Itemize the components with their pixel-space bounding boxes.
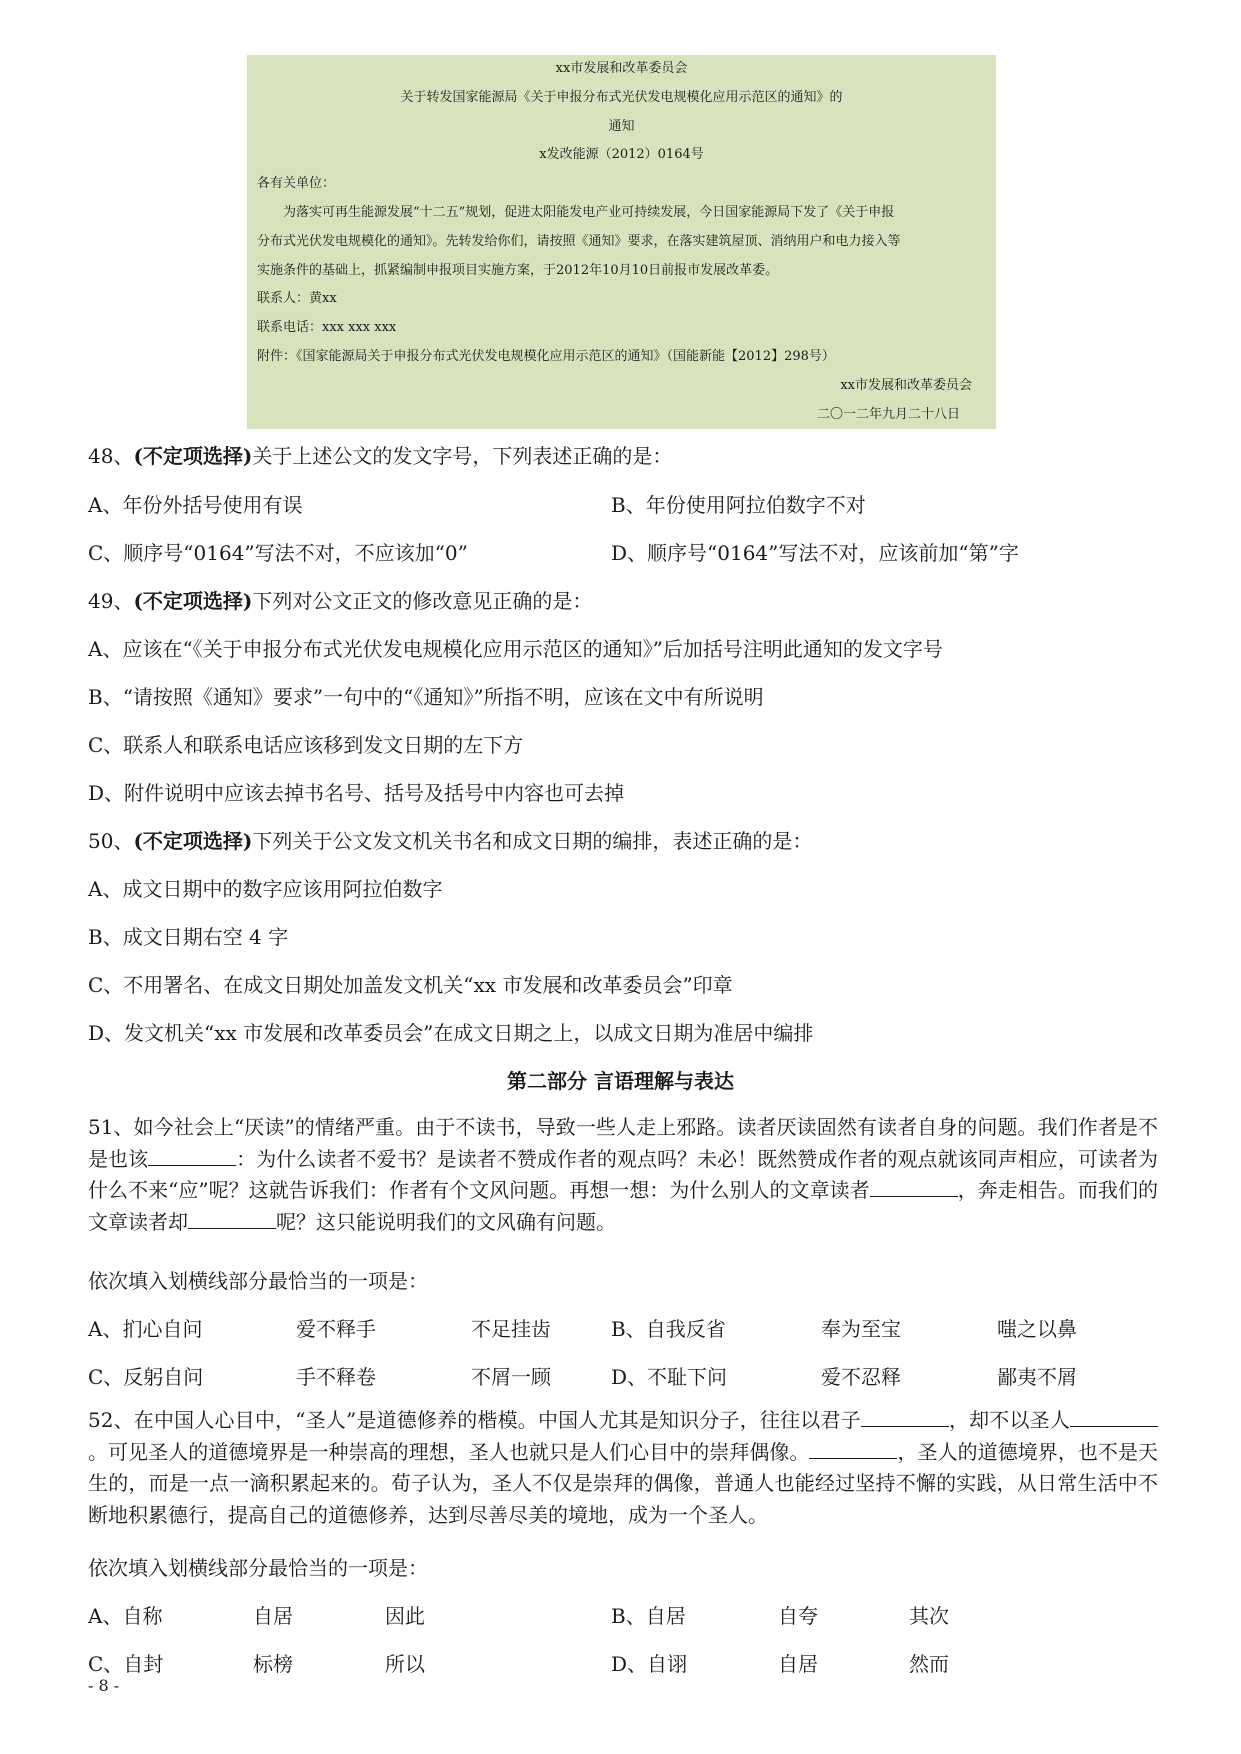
q52-option: 自夸: [778, 1604, 818, 1628]
q49-stem: [88, 586, 1158, 616]
notice-title-line1: 关于转发国家能源局《关于申报分布式光伏发电规模化应用示范区的通知》的: [400, 89, 843, 105]
q52-option: 所以: [385, 1652, 425, 1676]
q50-option-c: C、不用署名、在成文日期处加盖发文机关“xx 市发展和改革委员会”印章: [88, 973, 733, 997]
q52-option: 其次: [909, 1604, 949, 1628]
q48-tag: (不定项选择): [133, 444, 253, 468]
notice-box: [247, 55, 996, 429]
q50-option-d: D、发文机关“xx 市发展和改革委员会”在成文日期之上，以成文日期为准居中编排: [88, 1021, 814, 1045]
q51-option: B、自我反省: [611, 1317, 726, 1341]
q51-blank-3: [188, 1208, 276, 1229]
q49-option-a: A、应该在“《关于申报分布式光伏发电规模化应用示范区的通知》”后加括号注明此通知的发文字号: [88, 637, 943, 661]
q51-passage: [88, 1112, 1158, 1238]
q51-option: 手不释卷: [296, 1365, 376, 1389]
notice-title-line2: 通知: [608, 118, 635, 134]
q51-blank-2: [870, 1176, 958, 1197]
notice-body-line2: 分布式光伏发电规模化的通知》。先转发给你们，请按照《通知》要求，在落实建筑屋顶、消纳用户和电力接入等: [257, 233, 901, 249]
q49-number: 49、: [88, 589, 134, 613]
q52-option: 因此: [385, 1604, 425, 1628]
q52-blank-1: [861, 1406, 949, 1427]
q50-question: 下列关于公文发文机关书名和成文日期的编排，表述正确的是：: [252, 829, 813, 853]
notice-contact-phone: 联系电话：xxx xxx xxx: [257, 320, 397, 336]
q50-number: 50、: [88, 829, 134, 853]
q51-option: 奉为至宝: [821, 1317, 901, 1341]
q52-option: A、自称: [88, 1604, 163, 1628]
notice-signature: xx市发展和改革委员会: [840, 377, 972, 393]
q51-text-1: 51、如今社会上“厌读”的情绪严重。由于不读书，导致一些人走上邪路。读者厌读固然有读者自身的问题。我们作者是不是也该: [88, 1115, 1158, 1171]
q52-text-3: 。可见圣人的道德境界是一种崇高的理想，圣人也就只是人们心目中的崇拜偶像。: [88, 1439, 810, 1464]
q51-option: 爱不释手: [296, 1317, 376, 1341]
q52-text-4: ，圣人的道德境界，也不是天生的，而是一点一滴积累起来的。荀子认为，圣人不仅是崇拜的偶像，普通人也能经过坚持不懈的实践，从日常生活中不断地积累德行，提高自己的道德修养，达到尽善尽美的境地，成为一个圣人。: [88, 1439, 1158, 1527]
q49-option-c: C、联系人和联系电话应该移到发文日期的左下方: [88, 733, 524, 757]
q52-option: C、自封: [88, 1652, 164, 1676]
q52-blank-2: [1070, 1406, 1158, 1427]
q48-stem: [88, 441, 1158, 471]
q51-option: 鄙夷不屑: [997, 1365, 1077, 1389]
q49-question: 下列对公文正文的修改意见正确的是：: [252, 589, 593, 613]
q51-option: 爱不忍释: [821, 1365, 901, 1389]
q52-option: 自居: [253, 1604, 293, 1628]
q51-option: A、扪心自问: [88, 1317, 203, 1341]
q48-option-a: A、年份外括号使用有误: [88, 493, 303, 517]
q51-text-4: 呢？这只能说明我们的文风确有问题。: [276, 1209, 616, 1234]
q52-option: B、自居: [611, 1604, 686, 1628]
notice-date: 二〇一二年九月二十八日: [816, 406, 960, 422]
q51-text-2: ：为什么读者不爱书？是读者不赞成作者的观点吗？未必！既然赞成作者的观点就该同声相应，可读者为什么不来“应”呢？这就告诉我们：作者有个文风问题。再想一想：为什么别人的文章读者: [88, 1146, 1159, 1202]
q51-option: C、反躬自问: [88, 1365, 204, 1389]
q52-option: 然而: [909, 1652, 949, 1676]
notice-body-line1: 为落实可再生能源发展“十二五”规划，促进太阳能发电产业可持续发展，今日国家能源局下发了《关于申报: [283, 204, 895, 220]
q52-option: D、自诩: [611, 1652, 688, 1676]
q52-text-2: ，却不以圣人: [948, 1408, 1070, 1432]
q52-option: 自居: [778, 1652, 818, 1676]
notice-body-line3: 实施条件的基础上，抓紧编制申报项目实施方案，于2012年10月10日前报市发展改革委。: [257, 262, 779, 278]
q48-option-c: C、顺序号“0164”写法不对，不应该加“0”: [88, 541, 468, 565]
q51-option: 嗤之以鼻: [997, 1317, 1077, 1341]
page-number: - 8 -: [88, 1676, 120, 1695]
q52-prompt: 依次填入划横线部分最恰当的一项是：: [88, 1556, 428, 1580]
notice-attachment: 附件：《国家能源局关于申报分布式光伏发电规模化应用示范区的通知》（国能新能【2012】298号）: [257, 348, 835, 364]
notice-doc-number: x发改能源（2012）0164号: [539, 147, 704, 163]
notice-contact-person: 联系人：黄xx: [257, 291, 337, 307]
q51-option: 不屑一顾: [471, 1365, 551, 1389]
q52-text-1: 52、在中国人心目中，“圣人”是道德修养的楷模。中国人尤其是知识分子，往往以君子: [88, 1408, 861, 1432]
q52-option: 标榜: [253, 1652, 293, 1676]
q50-option-a: A、成文日期中的数字应该用阿拉伯数字: [88, 877, 443, 901]
q49-option-b: B、“请按照《通知》要求”一句中的“《通知》”所指不明，应该在文中有所说明: [88, 685, 764, 709]
q51-option: D、不耻下问: [611, 1365, 728, 1389]
q48-number: 48、: [88, 444, 134, 468]
q48-option-b: B、年份使用阿拉伯数字不对: [611, 493, 866, 517]
q52-passage: [88, 1405, 1158, 1531]
q51-blank-1: [148, 1145, 236, 1166]
section-title: 第二部分 言语理解与表达: [507, 1069, 734, 1093]
q49-tag: (不定项选择): [133, 589, 253, 613]
q48-option-d: D、顺序号“0164”写法不对，应该前加“第”字: [611, 541, 1019, 565]
notice-salutation: 各有关单位：: [257, 176, 336, 192]
q49-option-d: D、附件说明中应该去掉书名号、括号及括号中内容也可去掉: [88, 781, 625, 805]
q51-option: 不足挂齿: [471, 1317, 551, 1341]
q51-text-3: ，奔走相告。而我们的文章读者却: [88, 1178, 1158, 1234]
q50-tag: (不定项选择): [133, 829, 253, 853]
q50-stem: [88, 826, 1158, 856]
notice-org: xx市发展和改革委员会: [555, 61, 688, 76]
q51-prompt: 依次填入划横线部分最恰当的一项是：: [88, 1269, 428, 1293]
q48-question: 关于上述公文的发文字号，下列表述正确的是：: [252, 444, 673, 468]
q52-blank-3: [809, 1438, 897, 1459]
q50-option-b: B、成文日期右空 4 字: [88, 925, 289, 949]
